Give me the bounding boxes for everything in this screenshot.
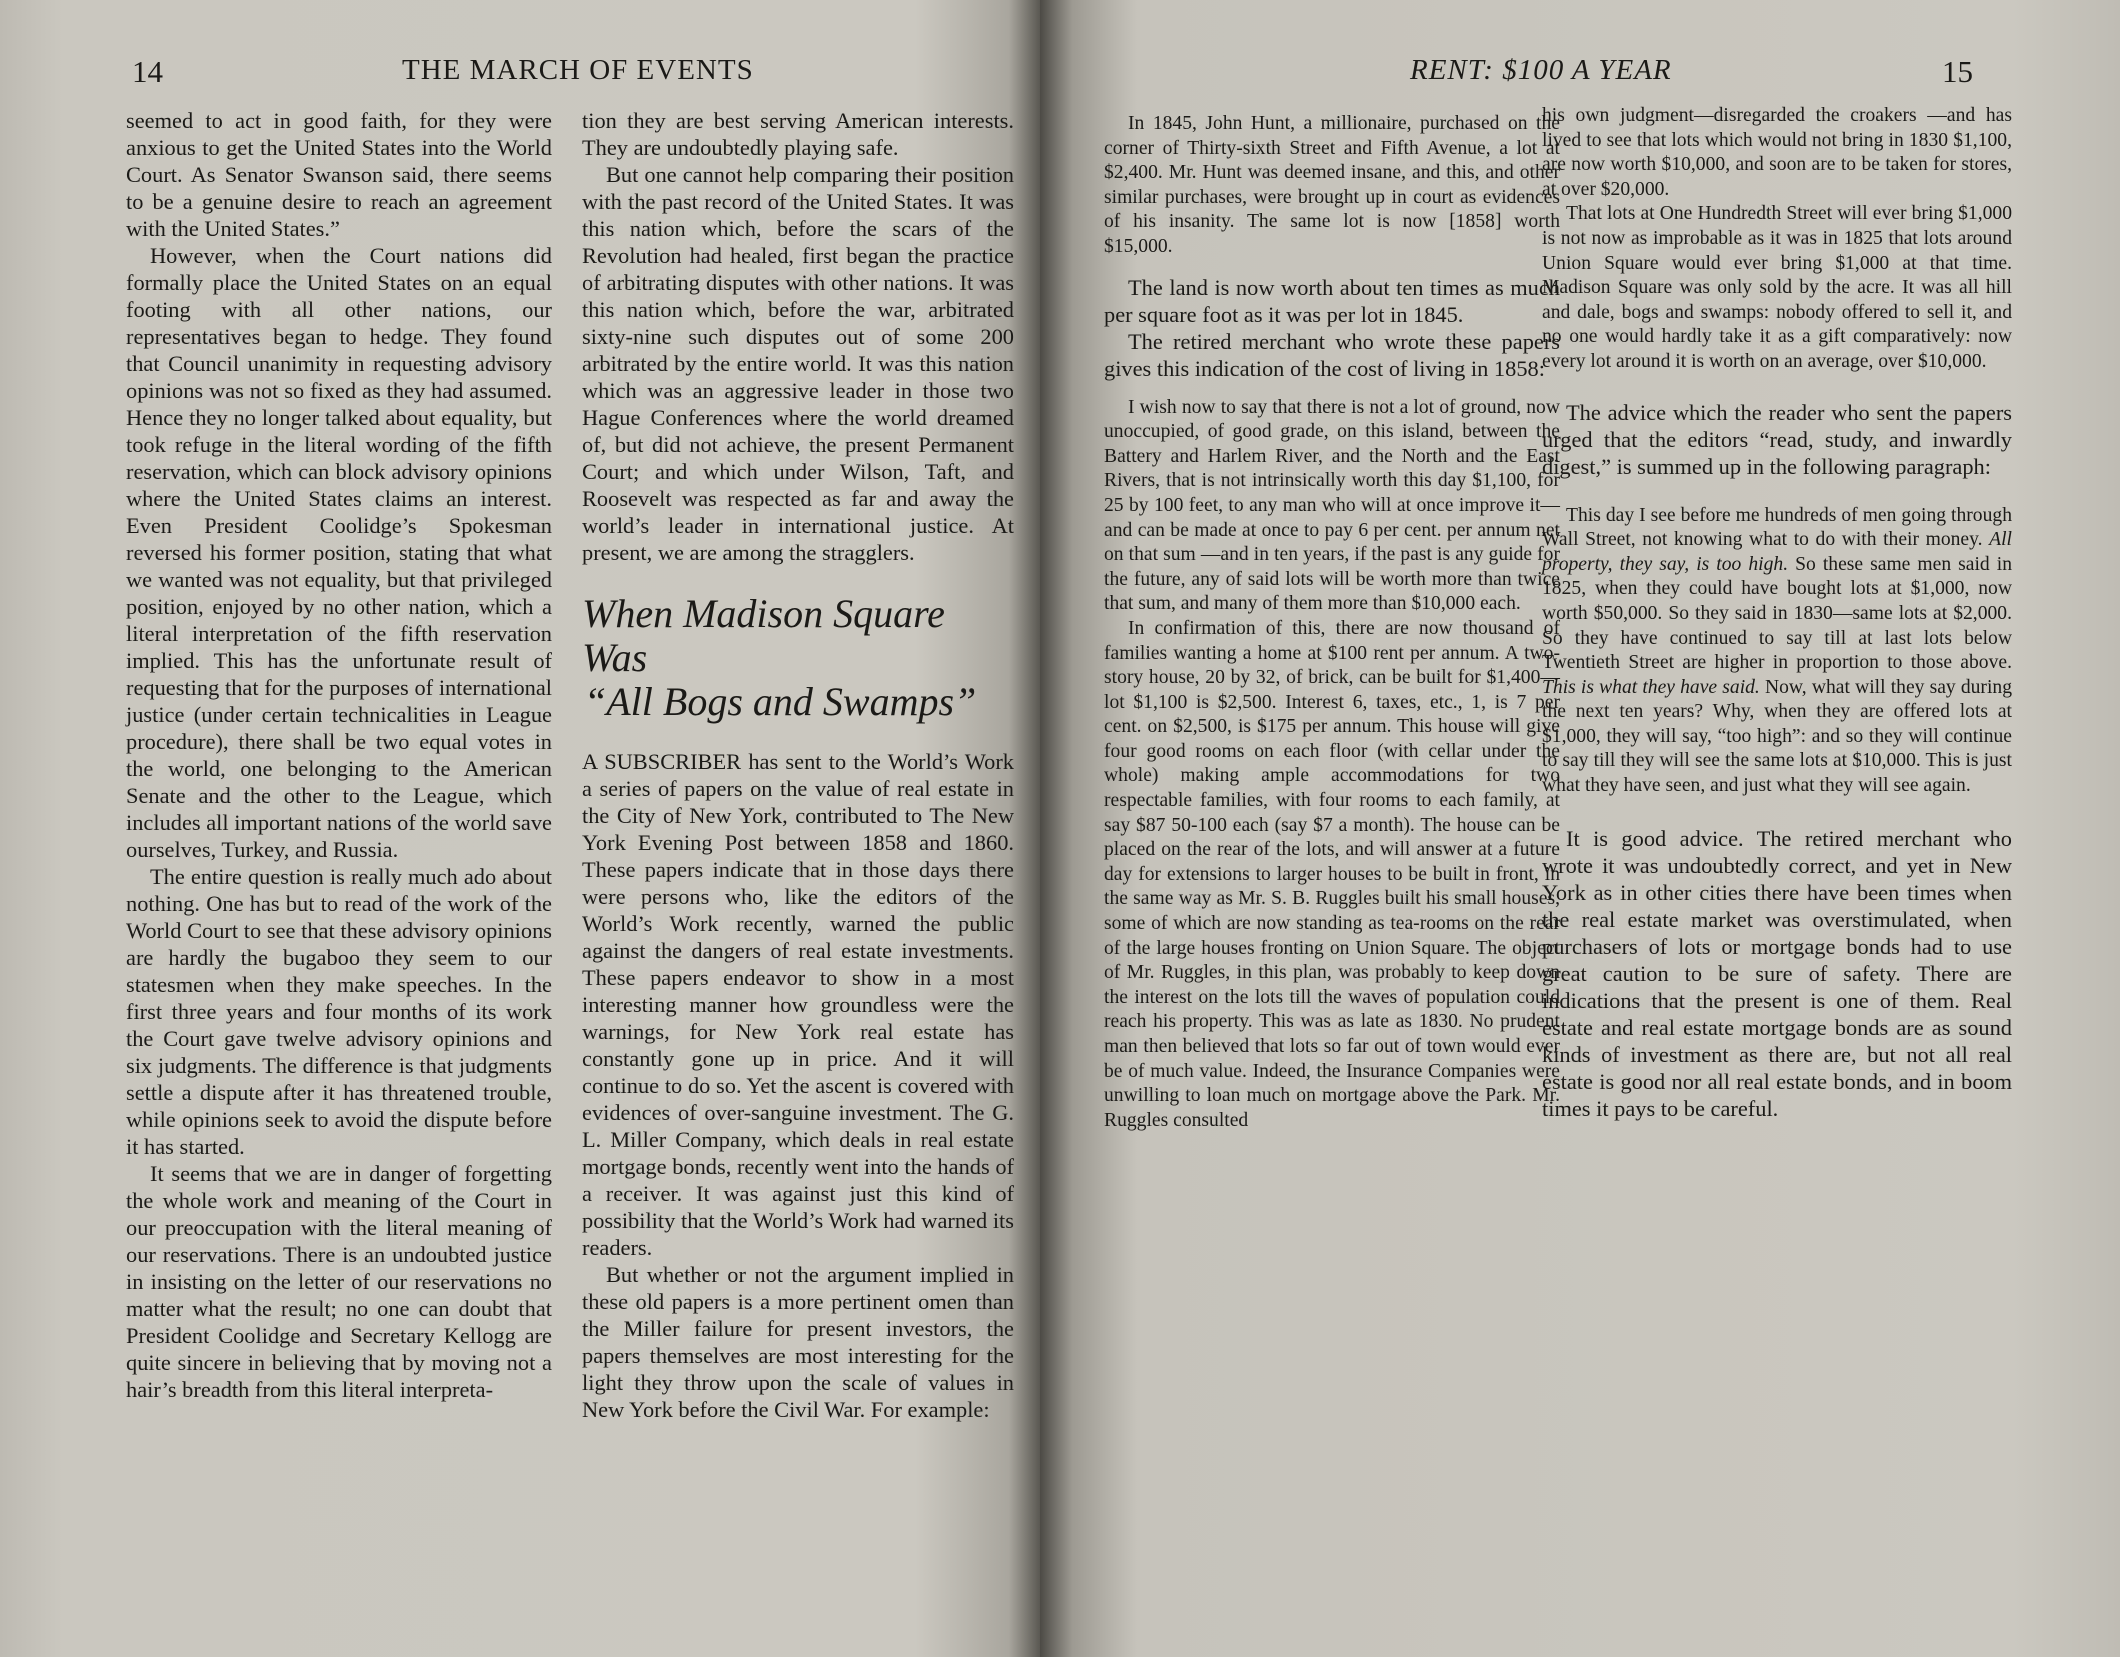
paragraph: The entire question is really much ado about nothing. One has but to read of the work of the World Court to see that these advisory opinions are hardly the bugaboo they seem to our statesmen when they make speeches. In the first three years and four months of its work the Court gave twelve advisory opinions and six judgments. The difference is that judgments settle a dispute after it has threatened trouble, while opinions seek to avoid the dispute before it has started.: [126, 864, 552, 1159]
quoted-paragraph: his own judgment—disregarded the croakers —and has lived to see that lots which would not bring in 1830 $1,100, are now worth $10,000, and soon are to be taken for stores, at over $20,000.: [1542, 105, 2012, 200]
running-head-left: THE MARCH OF EVENTS: [402, 54, 754, 86]
right-column-1: [1104, 112, 1560, 1133]
quoted-paragraph: I wish now to say that there is not a lot of ground, now unoccupied, of good grade, on this island, between the Battery and Harlem River, and the North and the East Rivers, that is not intrinsically worth this day $1,100, for 25 by 100 feet, to any man who will at once improve it—and can be made at once to pay 6 per cent. per annum net on that sum —and in ten years, if the past is any guide for the future, any of said lots will be worth more than twice that sum, and many of them more than $10,000 each.: [1104, 396, 1560, 615]
right-page: [1040, 0, 2120, 1657]
quote-text: Now, what will they say during the next ten years? Why, when they are offered lots at $1,000, they will say, “too high”: and so they will continue to say till they will see the same lots at $10,000. This is just what they have seen, and just what they will see again.: [1542, 676, 2012, 797]
quote-italic: All property, they say, is too high.: [1542, 529, 2012, 575]
left-column-2: [582, 107, 1014, 1423]
quoted-paragraph: That lots at One Hundredth Street will ever bring $1,000 is not now as improbable as it was in 1825 that lots around Union Square would ever bring $1,000 at that time. Madison Square was only sold by the acre. It was all hill and dale, bogs and swamps: nobody offered to sell it, and no one would hardly take it as a gift comparatively: now every lot around it is worth on an average, over $10,000.: [1542, 203, 2012, 372]
section-heading-line-1: When Madison Square Was: [582, 591, 945, 680]
quote-italic: This is what they have said.: [1542, 676, 1760, 698]
section-heading-line-2: “All Bogs and Swamps”: [584, 679, 977, 724]
section-heading: [582, 592, 1014, 724]
quoted-paragraph: In 1845, John Hunt, a millionaire, purchased on the corner of Thirty-sixth Street and Fifth Avenue, a lot at $2,400. Mr. Hunt was deemed insane, and this, and other similar purchases, were brought up in court as evidences of his insanity. The same lot is now [1858] worth $15,000.: [1104, 113, 1560, 257]
paragraph: The retired merchant who wrote these papers gives this indication of the cost of living in 1858:: [1104, 328, 1560, 381]
quote-text: So these same men said in 1825, when they could have bought lots at $1,000, now worth $50,000. So they said in 1830—same lots at $2,000. So they have continued to say till at last lots below Twentieth Street are higher in proportion to those above.: [1542, 553, 2012, 674]
paragraph: However, when the Court nations did formally place the United States on an equal footing with all other nations, our representatives began to hedge. They found that Council unanimity in requesting advisory opinions was not so fixed as they had assumed. Hence they no longer talked about equality, but took refuge in the literal wording of the fifth reservation, which can block advisory opinions where the United States claims an interest. Even President Coolidge’s Spokesman reversed his former position, stating that what we wanted was not equality, but that privileged position, enjoyed by no other nation, which a literal interpretation of the fifth reservation implied. This has the unfortunate result of requesting that for the purposes of international justice (under certain technicalities in League procedure), there shall be two equal votes in the world, one belonging to the American Senate and the other to the League, which includes all important nations of the world save ourselves, Turkey, and Russia.: [126, 243, 552, 862]
right-column-2: [1542, 104, 2012, 1122]
left-column-1: [126, 107, 552, 1403]
paragraph: But one cannot help comparing their position with the past record of the United States. It was this nation which, before the scars of the Revolution had healed, first began the practice of arbitrating disputes with other nations. It was this nation which, before the war, arbitrated sixty-nine such disputes out of some 200 arbitrated by the entire world. It was this nation which was an aggressive leader in those two Hague Conferences where the world dreamed of, but did not achieve, the present Permanent Court; and which under Wilson, Taft, and Roosevelt was respected as far and away the world’s leader in international justice. At present, we are among the stragglers.: [582, 162, 1014, 565]
running-head-right: RENT: $100 A YEAR: [1410, 54, 1672, 86]
quoted-paragraph: In confirmation of this, there are now thousand of families wanting a home at $100 rent per annum. A two-story house, 20 by 32, of brick, can be built for $1,400—lot $1,100 is $2,500. Interest 6, taxes, etc., 1, is 7 per cent. on $2,500, is $175 per annum. This house will give four good rooms on each floor (with cellar under the whole) making ample accommodations for two respectable families, with four rooms to each family, at say $87 50-100 each (say $7 a month). The house can be placed on the rear of the lots, and will answer at a future day for extensions to larger houses to be built in front, in the same way as Mr. S. B. Ruggles built his small houses, some of which are now standing as tea-rooms on the rear of the large houses fronting on Union Square. The object of Mr. Ruggles, in this plan, was probably to keep down the interest on the lots till the waves of population could reach his property. This was as late as 1830. No prudent man then believed that lots so far out of town would ever be of much value. Indeed, the Insurance Companies were unwilling to loan much on mortgage above the Park. Mr. Ruggles consulted: [1104, 617, 1560, 1131]
left-page: [0, 0, 1040, 1657]
paragraph: A SUBSCRIBER has sent to the World’s Work a series of papers on the value of real estate in the City of New York, contributed to The New York Evening Post between 1858 and 1860. These papers indicate that in those days there were persons who, like the editors of the World’s Work recently, warned the public against the dangers of real estate investments. These papers endeavor to show in a most interesting manner how groundless were the warnings, for New York real estate has constantly gone up in price. And it will continue to do so. Yet the ascent is covered with evidences of over-sanguine investment. The G. L. Miller Company, which deals in real estate mortgage bonds, recently went into the hands of a receiver. It was against just this kind of possibility that the World’s Work had warned its readers.: [582, 749, 1014, 1260]
quote-text: This day I see before me hundreds of men going through Wall Street, not knowing what to do with their money.: [1542, 504, 2012, 551]
paragraph: The advice which the reader who sent the papers urged that the editors “read, study, and inwardly digest,” is summed up in the following paragraph:: [1542, 399, 2012, 479]
quoted-paragraph: [1542, 504, 2012, 799]
paragraph: The land is now worth about ten times as much per square foot as it was per lot in 1845.: [1104, 274, 1560, 327]
page-number-left: 14: [132, 54, 163, 89]
paragraph: It seems that we are in danger of forgetting the whole work and meaning of the Court in our preoccupation with the literal meaning of our reservations. There is an undoubted justice in insisting on the letter of our reservations no matter what the result; no one can doubt that President Coolidge and Secretary Kellogg are quite sincere in believing that by moving not a hair’s breadth from this literal interpreta-: [126, 1161, 552, 1402]
paragraph: tion they are best serving American interests. They are undoubtedly playing safe.: [582, 108, 1014, 160]
paragraph: But whether or not the argument implied in these old papers is a more pertinent omen than the Miller failure for present investors, the papers themselves are most interesting for the light they throw upon the scale of values in New York before the Civil War. For example:: [582, 1262, 1014, 1422]
paragraph: It is good advice. The retired merchant who wrote it was undoubtedly correct, and yet in New York as in other cities there have been times when the real estate market was overstimulated, when purchasers of lots or mortgage bonds had to use great caution to be sure of safety. There are indications that the present is one of them. Real estate and real estate mortgage bonds are as sound kinds of investment as there are, but not all real estate is good nor all real estate bonds, and in boom times it pays to be careful.: [1542, 825, 2012, 1121]
page-number-right: 15: [1942, 54, 1973, 89]
paragraph: seemed to act in good faith, for they were anxious to get the United States into the World Court. As Senator Swanson said, there seems to be a genuine desire to reach an agreement with the United States.”: [126, 108, 552, 241]
